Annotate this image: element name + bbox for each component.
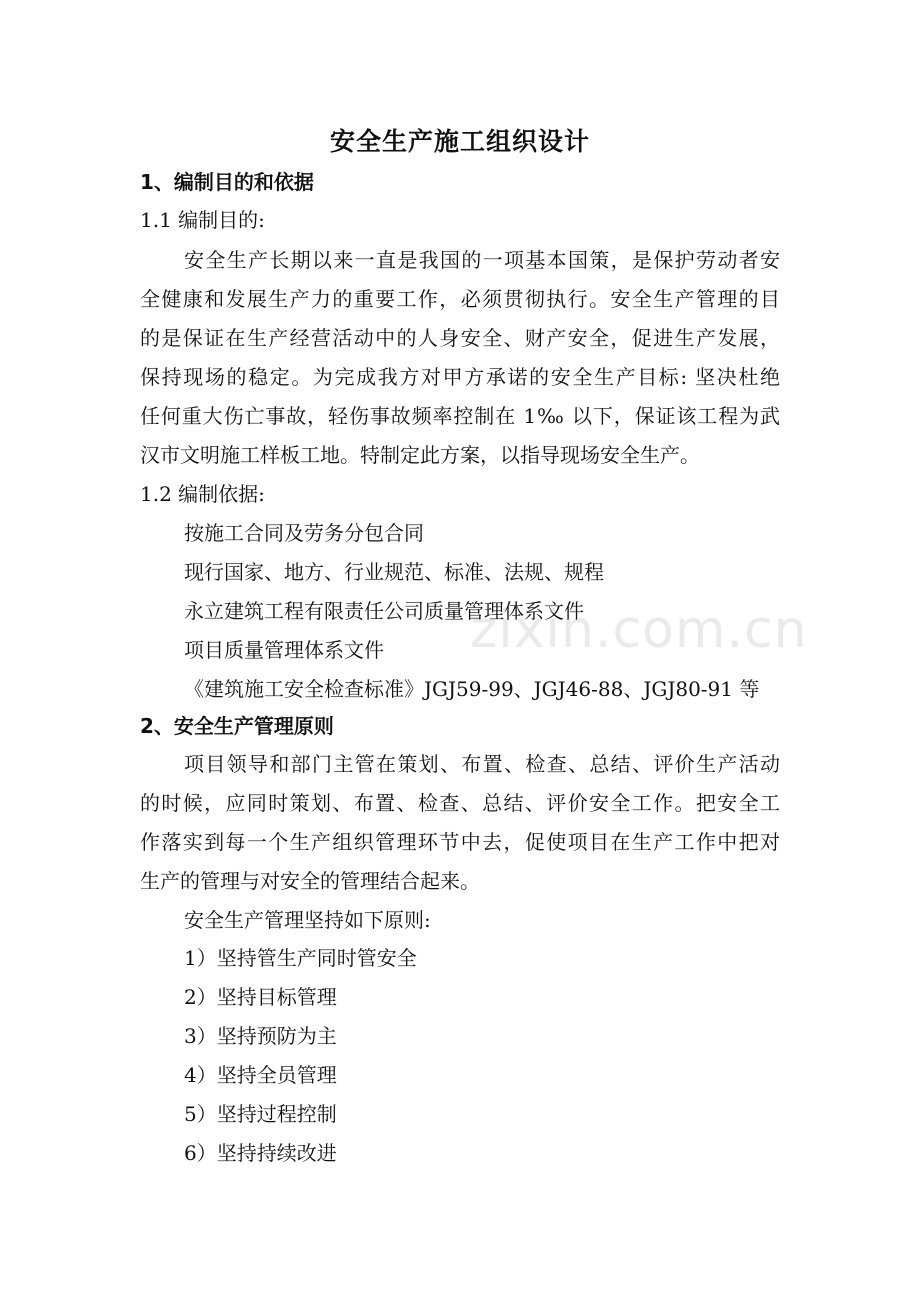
paragraph-line: 的时候，应同时策划、布置、检查、总结、评价安全工作。把安全工	[140, 791, 780, 815]
paragraph-line: 生产的管理与对安全的管理结合起来。	[140, 869, 480, 893]
principle-item: 1）坚持管生产同时管安全	[184, 946, 417, 970]
paragraph-line: 作落实到每一个生产组织管理环节中去，促使项目在生产工作中把对	[140, 830, 780, 854]
subsection-1-2-heading: 1.2 编制依据:	[140, 482, 265, 506]
paragraph-line: 全健康和发展生产力的重要工作，必须贯彻执行。安全生产管理的目	[140, 287, 780, 311]
basis-item: 永立建筑工程有限责任公司质量管理体系文件	[184, 599, 584, 623]
paragraph-line: 的是保证在生产经营活动中的人身安全、财产安全，促进生产发展，	[140, 326, 780, 350]
principle-item: 5）坚持过程控制	[184, 1102, 337, 1126]
basis-item: 项目质量管理体系文件	[184, 638, 384, 662]
paragraph-line: 汉市文明施工样板工地。特制定此方案，以指导现场安全生产。	[140, 443, 700, 467]
watermark: zixin.com.cn	[470, 600, 808, 660]
document-title: 安全生产施工组织设计	[329, 127, 590, 156]
basis-item: 《建筑施工安全检查标准》JGJ59-99、JGJ46-88、JGJ80-91 等	[184, 677, 760, 701]
basis-item: 按施工合同及劳务分包合同	[184, 521, 424, 545]
principles-intro: 安全生产管理坚持如下原则:	[184, 908, 431, 932]
section-2-heading: 2、安全生产管理原则	[140, 714, 334, 738]
paragraph-line: 任何重大伤亡事故，轻伤事故频率控制在 1‰ 以下，保证该工程为武	[140, 404, 780, 428]
principle-item: 6）坚持持续改进	[184, 1141, 337, 1165]
paragraph-line: 安全生产长期以来一直是我国的一项基本国策，是保护劳动者安	[184, 248, 780, 272]
principle-item: 2）坚持目标管理	[184, 985, 337, 1009]
section-1-heading: 1、编制目的和依据	[140, 170, 314, 194]
basis-item: 现行国家、地方、行业规范、标准、法规、规程	[184, 560, 604, 584]
principle-item: 4）坚持全员管理	[184, 1063, 337, 1087]
paragraph-line: 保持现场的稳定。为完成我方对甲方承诺的安全生产目标: 坚决杜绝	[140, 365, 780, 389]
subsection-1-1-heading: 1.1 编制目的:	[140, 208, 265, 232]
principle-item: 3）坚持预防为主	[184, 1024, 337, 1048]
paragraph-line: 项目领导和部门主管在策划、布置、检查、总结、评价生产活动	[184, 752, 780, 776]
